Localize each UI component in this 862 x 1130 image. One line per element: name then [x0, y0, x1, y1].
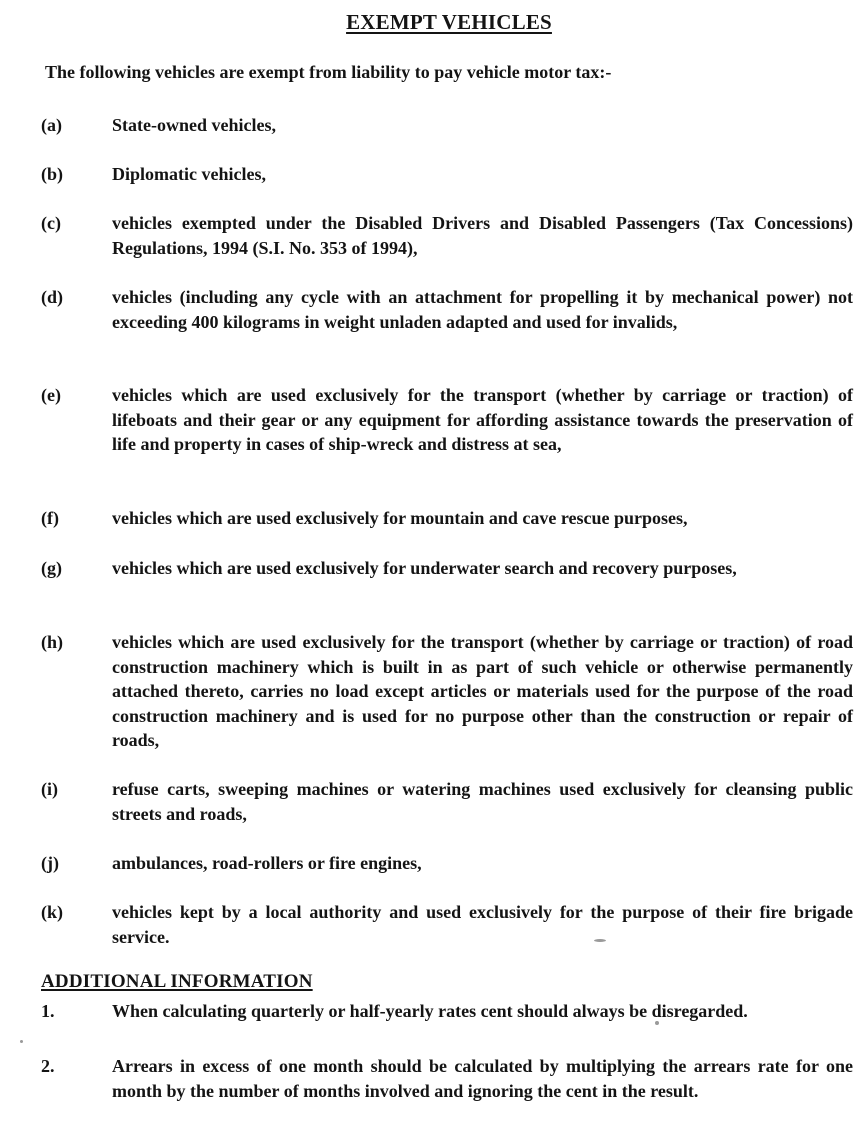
list-item-b — [41, 162, 853, 187]
list-item-marker: (a) — [41, 115, 62, 135]
list-item-text: vehicles (including any cycle with an attachment for propelling it by mechanical power) not exceeding 400 kilograms in weight unladen adapted and used for invalids, — [112, 287, 853, 332]
list-item-text: refuse carts, sweeping machines or watering machines used exclusively for cleansing public streets and roads, — [112, 779, 853, 824]
list-item-j — [41, 851, 853, 876]
document-title-text: EXEMPT VEHICLES — [346, 10, 552, 34]
list-item-d — [41, 285, 853, 334]
note-item-1 — [41, 999, 853, 1024]
list-item-h — [41, 630, 853, 753]
note-text: Arrears in excess of one month should be calculated by multiplying the arrears rate for one month by the number of months involved and ignoring the cent in the result. — [112, 1056, 853, 1101]
list-item-i — [41, 777, 853, 826]
list-item-text: ambulances, road-rollers or fire engines, — [112, 853, 422, 873]
scan-speck — [594, 939, 606, 942]
list-item-text: vehicles which are used exclusively for the transport (whether by carriage or traction) of lifeboats and their gear or any equipment for affording assistance towards the preservation of life and property in cases of ship-wreck and distress at sea, — [112, 385, 853, 454]
scan-speck — [20, 1040, 23, 1043]
list-item-marker: (i) — [41, 779, 58, 799]
list-item-text: vehicles which are used exclusively for mountain and cave rescue purposes, — [112, 508, 688, 528]
list-item-marker: (d) — [41, 287, 63, 307]
intro-paragraph: The following vehicles are exempt from liability to pay vehicle motor tax:- — [45, 62, 612, 82]
list-item-k — [41, 900, 853, 949]
list-item-text: State-owned vehicles, — [112, 115, 276, 135]
scan-speck — [655, 1021, 659, 1025]
list-item-text: vehicles kept by a local authority and used exclusively for the purpose of their fire brigade service. — [112, 902, 853, 947]
list-item-c — [41, 211, 853, 260]
list-item-marker: (j) — [41, 853, 59, 873]
list-item-marker: (h) — [41, 632, 63, 652]
list-item-f — [41, 506, 853, 531]
list-item-text: vehicles which are used exclusively for underwater search and recovery purposes, — [112, 558, 737, 578]
list-item-e — [41, 383, 853, 457]
note-text: When calculating quarterly or half-yearly rates cent should always be disregarded. — [112, 1001, 748, 1021]
list-item-a — [41, 113, 853, 138]
list-item-marker: (g) — [41, 558, 62, 578]
document-title — [0, 10, 862, 35]
additional-information-heading: ADDITIONAL INFORMATION — [41, 971, 313, 992]
list-item-marker: (k) — [41, 902, 63, 922]
list-item-text: vehicles exempted under the Disabled Drivers and Disabled Passengers (Tax Concessions) Regulations, 1994 (S.I. No. 353 of 1994), — [112, 213, 853, 258]
list-item-text: Diplomatic vehicles, — [112, 164, 266, 184]
list-item-marker: (f) — [41, 508, 59, 528]
list-item-marker: (e) — [41, 385, 61, 405]
list-item-marker: (b) — [41, 164, 63, 184]
note-marker: 2. — [41, 1056, 55, 1076]
list-item-g — [41, 556, 853, 581]
list-item-marker: (c) — [41, 213, 61, 233]
list-item-text: vehicles which are used exclusively for the transport (whether by carriage or traction) of road construction machinery which is built in as part of such vehicle or otherwise permanently attached thereto, carries no load except articles or materials used for the purpose of the road construction machinery and is used for no purpose other than the construction or repair of roads, — [112, 632, 853, 750]
note-marker: 1. — [41, 1001, 55, 1021]
note-item-2 — [41, 1054, 853, 1103]
